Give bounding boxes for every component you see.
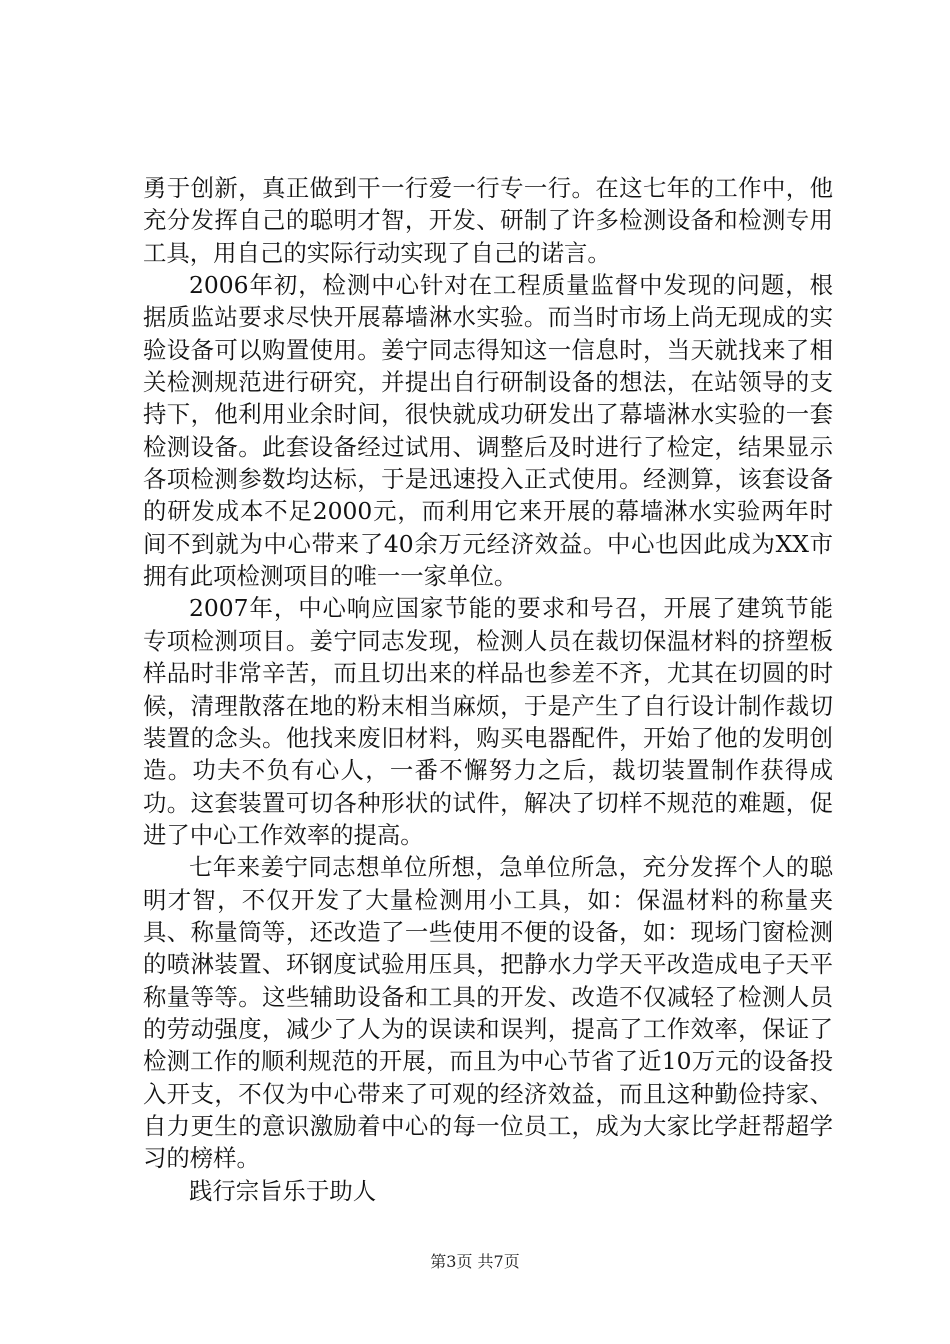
- paragraph-2007: 2007年，中心响应国家节能的要求和号召，开展了建筑节能专项检测项目。姜宁同志发现，检测人员在裁切保温材料的挤塑板样品时非常辛苦，而且切出来的样品也参差不齐，尤其在切圆的时候，清理散落在地的粉末相当麻烦，于是产生了自行设计制作裁切装置的念头。他找来废旧材料，购买电器配件，开始了他的发明创造。功夫不负有心人，一番不懈努力之后，裁切装置制作获得成功。这套装置可切各种形状的试件，解决了切样不规范的难题，促进了中心工作效率的提高。: [143, 594, 833, 849]
- paragraph-continuation: 勇于创新，真正做到干一行爱一行专一行。在这七年的工作中，他充分发挥自己的聪明才智，开发、研制了许多检测设备和检测专用工具，用自己的实际行动实现了自己的诺言。: [143, 174, 833, 267]
- paragraph-2006: 2006年初，检测中心针对在工程质量监督中发现的问题，根据质监站要求尽快开展幕墙淋水实验。而当时市场上尚无现成的实验设备可以购置使用。姜宁同志得知这一信息时，当天就找来了相关检测规范进行研究，并提出自行研制设备的想法，在站领导的支持下，他利用业余时间，很快就成功研发出了幕墙淋水实验的一套检测设备。此套设备经过试用、调整后及时进行了检定，结果显示各项检测参数均达标，于是迅速投入正式使用。经测算，该套设备的研发成本不足2000元，而利用它来开展的幕墙淋水实验两年时间不到就为中心带来了40余万元经济效益。中心也因此成为XX市拥有此项检测项目的唯一一家单位。: [143, 271, 833, 591]
- section-heading: 践行宗旨乐于助人: [189, 1176, 377, 1205]
- page-number-footer: 第3页 共7页: [430, 1252, 520, 1271]
- document-body: [143, 172, 833, 1207]
- paragraph-seven-years: 七年来姜宁同志想单位所想，急单位所急，充分发挥个人的聪明才智，不仅开发了大量检测用小工具，如：保温材料的称量夹具、称量筒等，还改造了一些使用不便的设备，如：现场门窗检测的喷淋装置、环钢度试验用压具，把静水力学天平改造成电子天平称量等等。这些辅助设备和工具的开发、改造不仅减轻了检测人员的劳动强度，减少了人为的误读和误判，提高了工作效率，保证了检测工作的顺利规范的开展，而且为中心节省了近10万元的设备投入开支，不仅为中心带来了可观的经济效益，而且这种勤俭持家、自力更生的意识激励着中心的每一位员工，成为大家比学赶帮超学习的榜样。: [143, 853, 833, 1173]
